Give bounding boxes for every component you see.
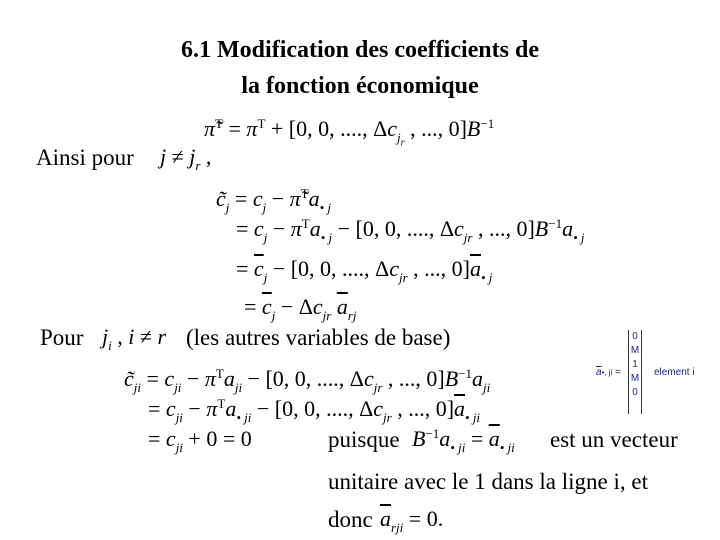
section1-eq-line-2: = $c_j - \pi^Ta_{• j} - [0$, 0, ...., $\Delta c_{jr}$ , ..., $0]B^{-1}a_{• j}$	[236, 216, 585, 245]
section1-condition: $j \ne j_r$ ,	[160, 144, 212, 173]
vector-label: $\overline{a}•$, ji =	[596, 367, 621, 378]
section2-condition: $j_i$ , i ≠ r	[102, 324, 167, 353]
slide-title-line-2: la fonction économique	[241, 73, 479, 99]
element-i-label: element i	[654, 367, 695, 378]
slide-title-line-1: 6.1 Modification des coefficients de	[181, 37, 539, 63]
section2-eq-line-2: = $c_{ji} - \pi^Ta_{• ji} - [0$, 0, ...., $\Delta c_{jr}$ , ..., $0]\overline{a}_{• ji}$	[148, 396, 481, 425]
vector-entry: M	[630, 373, 640, 384]
section2-eq-line-3: = $c_{ji} + 0 = 0$	[148, 426, 252, 455]
vector-entry: M	[630, 345, 640, 356]
vector-entry: 1	[632, 359, 638, 370]
explain-line-2: unitaire avec le 1 dans la ligne i, et	[328, 469, 648, 494]
section2-eq-line-1: $c̃_{ji} = c_{ji} - \pi^Ta_{ji} - [0$, 0, ...., $\Delta c_{jr}$ , ..., $0]B^{-1}a_{ji}$	[124, 366, 491, 395]
vector-entry: 0	[632, 387, 638, 398]
section2-intro: Pour	[40, 325, 84, 350]
eq-pi-tilde: π̃$^T$ = $\pi^T + [0$, 0, ...., $\Delta c_{j_r}$ , ..., $0]B^{-1}$	[204, 116, 495, 149]
section2-paren-text: (les autres variables de base)	[186, 325, 451, 350]
explain-line-1: est un vecteur	[550, 427, 678, 452]
section1-eq-line-3: = $\overline{c}_j - [0$, 0, ...., $\Delta c_{jr}$ , ..., $0]\overline{a}_{• j}$	[236, 256, 493, 285]
vector-entry: 0	[632, 331, 638, 342]
section1-eq-line-4: = $\overline{c}_j - \Delta c_{jr}$ $\overline{a}_{rj}$	[244, 294, 357, 323]
donc-label: donc	[328, 507, 373, 532]
section1-intro: Ainsi pour	[36, 145, 134, 170]
section1-eq-line-1: $c̃_j = c_j$ − $\pĩ^Ta_{• j}$	[216, 186, 332, 215]
donc-formula: $\overline{a}_{rji} = 0$.	[380, 506, 444, 535]
puisque-label: puisque	[328, 427, 400, 452]
puisque-formula: $B^{-1}a_{• ji} = \overline{a}_{• ji}$	[412, 426, 515, 455]
unit-vector	[628, 330, 642, 414]
